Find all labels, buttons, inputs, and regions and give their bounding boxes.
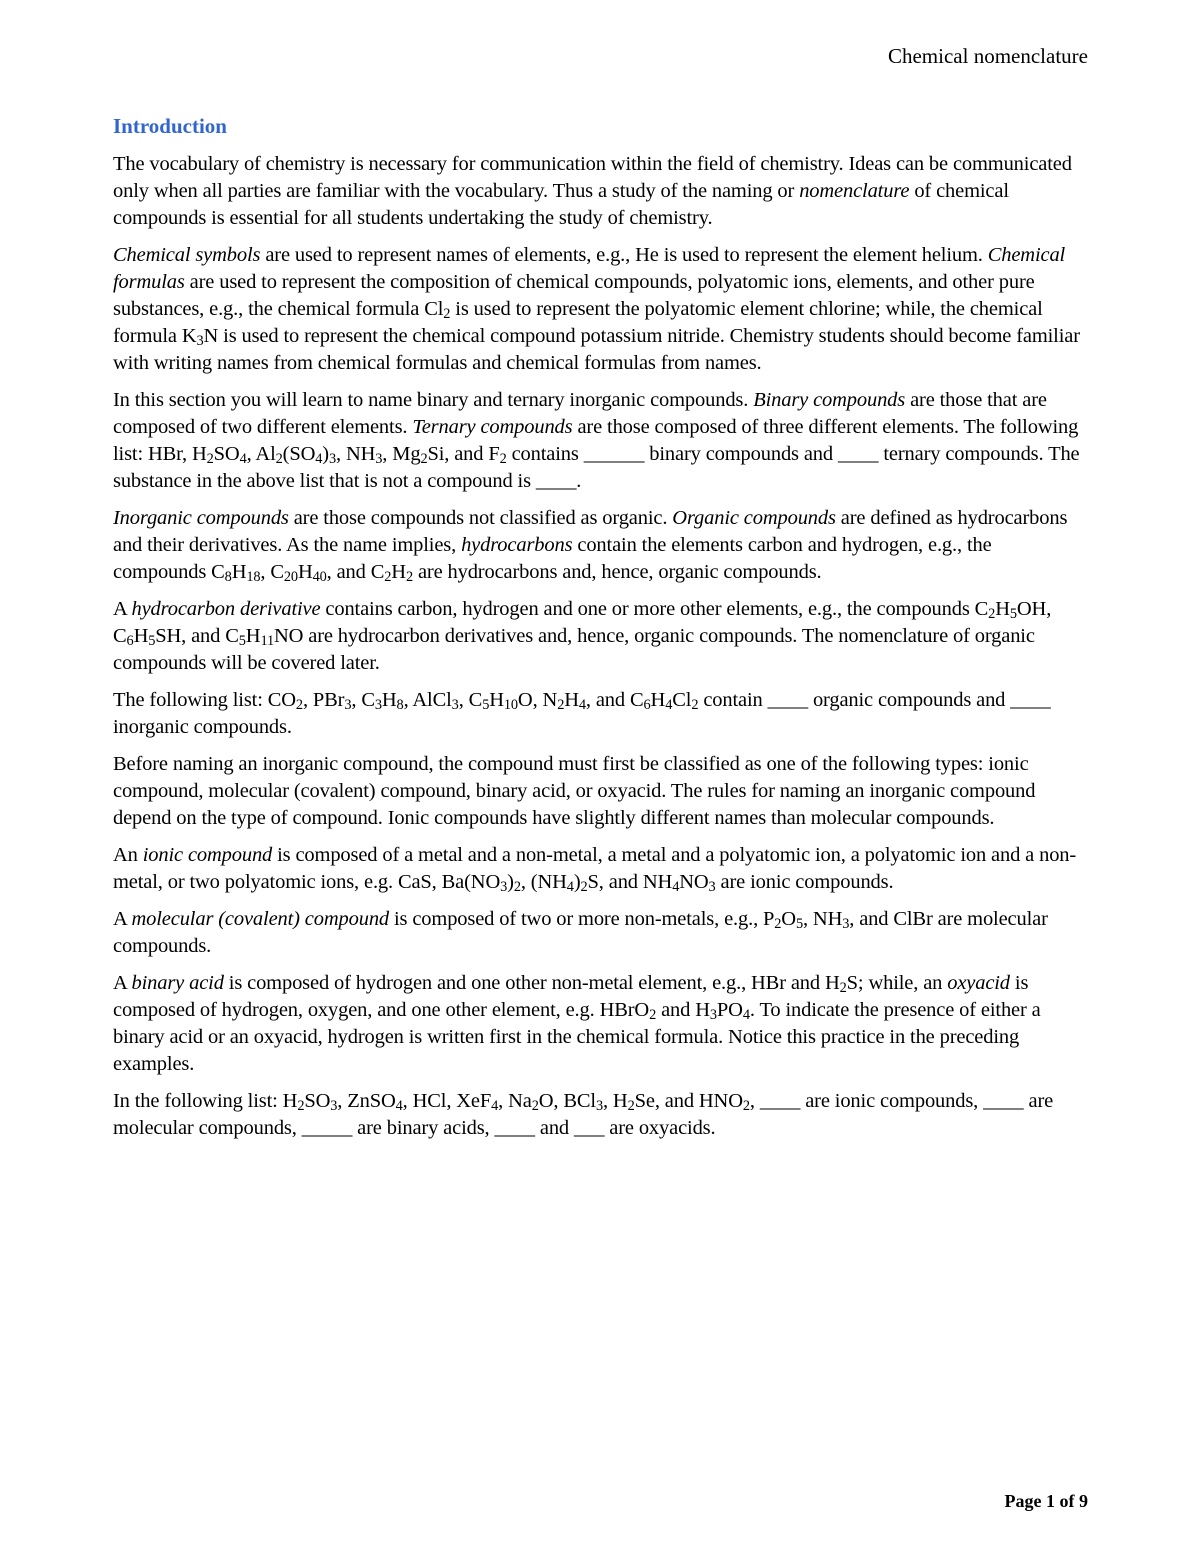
subscript: 2 (742, 1097, 750, 1114)
subscript: 2 (499, 450, 507, 467)
text-run: H (391, 561, 406, 583)
running-header: Chemical nomenclature (887, 44, 1088, 68)
text-run: S; while, an (846, 972, 948, 994)
subscript: 4 (672, 878, 680, 895)
text-run: In this section you will learn to name binary and ternary inorganic compounds. (113, 389, 754, 411)
italic-term: nomenclature (799, 180, 910, 202)
subscript: 8 (396, 696, 404, 713)
paragraph (113, 151, 1088, 232)
subscript: 3 (374, 696, 382, 713)
subscript: 3 (842, 915, 850, 932)
text-run: are used to represent the composition of chemical compounds, polyatomic ions, elements, and other pure substances, e.g., the chemical formula Cl (113, 271, 1035, 320)
subscript: 10 (503, 696, 518, 713)
subscript: 6 (643, 696, 651, 713)
subscript: 2 (513, 878, 521, 895)
italic-term: Inorganic compounds (113, 507, 289, 529)
subscript: 5 (238, 632, 246, 649)
text-run: , Na (498, 1090, 532, 1112)
section-heading: Introduction (113, 114, 227, 138)
italic-term: oxyacid (947, 972, 1010, 994)
paragraph (113, 1088, 1088, 1142)
text-run: S, and NH (587, 871, 673, 893)
subscript: 3 (330, 1097, 338, 1114)
page-number: Page 1 of 9 (1004, 1491, 1088, 1511)
italic-term: molecular (covalent) compound (131, 908, 390, 930)
text-run: are those that are composed of two different elements. (113, 389, 1047, 438)
italic-term: Organic compounds (672, 507, 836, 529)
text-run: (SO (282, 443, 316, 465)
subscript: 4 (578, 696, 586, 713)
text-run: , ZnSO (337, 1090, 396, 1112)
text-run: Cl (672, 689, 692, 711)
text-run: , PBr (302, 689, 345, 711)
text-run: , and ClBr are molecular compounds. (113, 908, 1048, 957)
text-run: , C (260, 561, 284, 583)
italic-term: ionic compound (142, 844, 273, 866)
text-run: O (781, 908, 796, 930)
subscript: 2 (384, 568, 392, 585)
text-run: is composed of hydrogen, oxygen, and one other element, e.g. HBrO (113, 972, 1029, 1021)
text-run: In the following list: H (113, 1090, 298, 1112)
italic-term: Binary compounds (753, 389, 906, 411)
paragraph-list (113, 151, 1088, 1142)
text-run: , AlCl (403, 689, 452, 711)
italic-term: Chemical symbols (113, 244, 261, 266)
text-run: is composed of a metal and a non-metal, a metal and a polyatomic ion, a polyatomic ion and a non-metal, or two polyatomic ions, e.g. CaS, Ba(NO (113, 844, 1077, 893)
subscript: 2 (627, 1097, 635, 1114)
subscript: 6 (126, 632, 134, 649)
subscript: 2 (839, 979, 847, 996)
subscript: 2 (275, 450, 283, 467)
subscript: 3 (709, 1006, 717, 1023)
text-run: , Al (246, 443, 276, 465)
text-run: ) (322, 443, 329, 465)
text-run: , (NH (520, 871, 567, 893)
subscript: 5 (795, 915, 803, 932)
subscript: 8 (224, 568, 232, 585)
text-run: The vocabulary of chemistry is necessary for communication within the field of chemistry. Ideas can be communicated only when all parties are familiar with the vocabulary. Thus a study of the naming or (113, 153, 1072, 202)
text-run: , Mg (382, 443, 421, 465)
italic-term: hydrocarbon derivative (131, 598, 321, 620)
subscript: 2 (691, 696, 699, 713)
paragraph (113, 906, 1088, 960)
paragraph (113, 242, 1088, 377)
text-run: contain ____ organic compounds and ____ inorganic compounds. (113, 689, 1051, 738)
text-run: ) (507, 871, 514, 893)
subscript: 3 (375, 450, 383, 467)
subscript: 4 (491, 1097, 499, 1114)
text-run: Si, and F (427, 443, 500, 465)
subscript: 2 (988, 605, 996, 622)
subscript: 2 (297, 1097, 305, 1114)
text-run: , NH (802, 908, 843, 930)
text-run: PO (716, 999, 743, 1021)
text-run: are those compounds not classified as organic. (288, 507, 673, 529)
subscript: 2 (580, 878, 588, 895)
text-run: SO (304, 1090, 331, 1112)
subscript: 4 (315, 450, 323, 467)
text-run: , C (351, 689, 375, 711)
subscript: 5 (148, 632, 156, 649)
subscript: 4 (566, 878, 574, 895)
subscript: 3 (196, 332, 204, 349)
subscript: 3 (500, 878, 508, 895)
subscript: 40 (312, 568, 327, 585)
subscript: 2 (649, 1006, 657, 1023)
subscript: 3 (451, 696, 459, 713)
text-run: are used to represent names of elements, e.g., He is used to represent the element helium. (260, 244, 988, 266)
text-run: , HCl, XeF (402, 1090, 492, 1112)
text-run: OH, C (113, 598, 1052, 647)
subscript: 3 (595, 1097, 603, 1114)
text-run: H (564, 689, 579, 711)
text-run: O, N (517, 689, 558, 711)
text-run: contains ______ binary compounds and ____ ternary compounds. The substance in the above list that is not a compound is ____. (113, 443, 1080, 492)
text-run: SH, and C (155, 625, 239, 647)
text-run: are hydrocarbons and, hence, organic compounds. (412, 561, 822, 583)
text-run: NO (679, 871, 709, 893)
text-run: is used to represent the polyatomic element chlorine; while, the chemical formula K (113, 298, 1043, 347)
text-run: A (113, 598, 132, 620)
subscript: 2 (420, 450, 428, 467)
text-run: H (489, 689, 504, 711)
paragraph (113, 687, 1088, 741)
subscript: 5 (1009, 605, 1017, 622)
subscript: 20 (283, 568, 298, 585)
text-run: H (231, 561, 247, 583)
text-run: , and C (326, 561, 385, 583)
text-run: are defined as hydrocarbons and their derivatives. As the name implies, (113, 507, 1068, 556)
paragraph (113, 970, 1088, 1078)
subscript: 3 (344, 696, 352, 713)
subscript: 5 (482, 696, 490, 713)
italic-term: hydrocarbons (461, 534, 573, 556)
subscript: 2 (531, 1097, 539, 1114)
text-run: Before naming an inorganic compound, the compound must first be classified as one of the following types: ionic compound, molecular (covalent) compound, binary acid, or oxyacid. The rules for naming an inorganic compound depend on the type of compound. Ionic compounds have slightly different names than molecular compounds. (113, 753, 1036, 829)
text-run: A (113, 908, 132, 930)
paragraph (113, 596, 1088, 677)
text-run: are ionic compounds. (715, 871, 894, 893)
italic-term: Ternary compounds (412, 416, 573, 438)
text-run: A (113, 972, 132, 994)
text-run: H (133, 625, 149, 647)
italic-term: binary acid (131, 972, 224, 994)
text-run: H (650, 689, 666, 711)
text-run: H (995, 598, 1010, 620)
subscript: 4 (395, 1097, 403, 1114)
text-run: , H (602, 1090, 628, 1112)
document-body (113, 114, 1088, 1152)
subscript: 4 (239, 450, 247, 467)
paragraph (113, 505, 1088, 586)
text-run: of chemical compounds is essential for all students undertaking the study of chemistry. (113, 180, 1009, 229)
text-run: The following list: CO (113, 689, 296, 711)
subscript: 11 (260, 632, 274, 649)
subscript: 2 (443, 305, 451, 322)
text-run: are those composed of three different elements. The following list: HBr, H (113, 416, 1079, 465)
text-run: is composed of two or more non-metals, e.g., P (389, 908, 775, 930)
text-run: contains carbon, hydrogen and one or more other elements, e.g., the compounds C (320, 598, 989, 620)
subscript: 4 (742, 1006, 750, 1023)
text-run: N is used to represent the chemical compound potassium nitride. Chemistry students should become familiar with writing names from chemical formulas and chemical formulas from names. (113, 325, 1080, 374)
subscript: 3 (328, 450, 336, 467)
subscript: 2 (206, 450, 214, 467)
text-run: H (381, 689, 397, 711)
text-run: H (297, 561, 313, 583)
text-run: SO (213, 443, 240, 465)
text-run: Se, and HNO (634, 1090, 743, 1112)
paragraph (113, 387, 1088, 495)
subscript: 2 (405, 568, 413, 585)
subscript: 18 (246, 568, 261, 585)
text-run: , ____ are ionic compounds, ____ are molecular compounds, _____ are binary acids, ____ and ___ are oxyacids. (113, 1090, 1054, 1139)
text-run: An (113, 844, 143, 866)
italic-term: Chemical formulas (113, 244, 1066, 293)
subscript: 2 (295, 696, 303, 713)
text-run: ) (573, 871, 581, 893)
text-run: O, BCl (538, 1090, 596, 1112)
subscript: 3 (708, 878, 716, 895)
text-run: is composed of hydrogen and one other non-metal element, e.g., HBr and H (223, 972, 840, 994)
text-run: contain the elements carbon and hydrogen, e.g., the compounds C (113, 534, 992, 583)
subscript: 2 (774, 915, 782, 932)
paragraph (113, 751, 1088, 832)
text-run: H (245, 625, 261, 647)
text-run: , C (458, 689, 483, 711)
subscript: 4 (665, 696, 673, 713)
text-run: NO are hydrocarbon derivatives and, hence, organic compounds. The nomenclature of organic compounds will be covered later. (113, 625, 1035, 674)
text-run: . To indicate the presence of either a binary acid or an oxyacid, hydrogen is written first in the chemical formula. Notice this practice in the preceding examples. (113, 999, 1041, 1075)
text-run: , NH (336, 443, 376, 465)
subscript: 2 (557, 696, 565, 713)
text-run: and H (656, 999, 710, 1021)
paragraph (113, 842, 1088, 896)
text-run: , and C (585, 689, 644, 711)
